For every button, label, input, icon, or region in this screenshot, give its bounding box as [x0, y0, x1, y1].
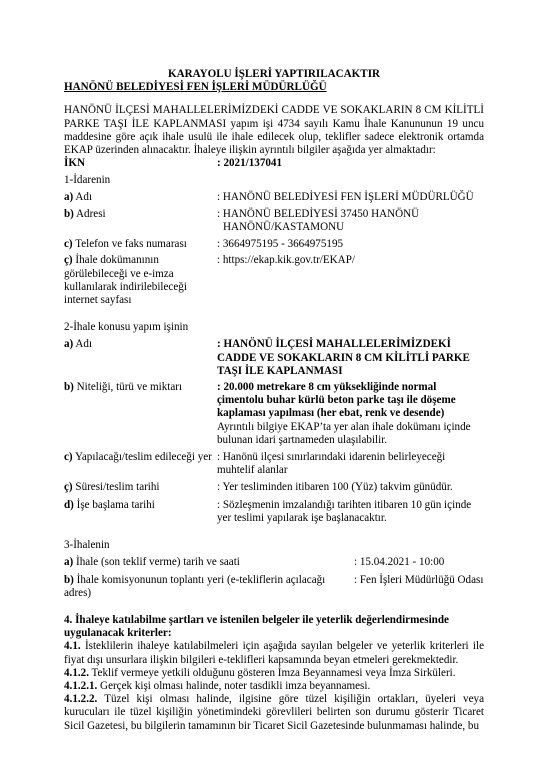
row-label: Telefon ve faks numarası [72, 238, 187, 251]
row-label: Adı [73, 190, 93, 203]
row-key: a) [64, 190, 74, 203]
para-text: İsteklilerin ihaleye katılabilmeleri için aşağıda sayılan belgeler ve yeterlik kriterleri ile fiyat dışı unsurlara ilişkin bilgileri e-teklifleri kapsamında beyan etmeleri gerekmektedir. [64, 640, 484, 666]
section1-row-a [64, 191, 484, 204]
ekap-link[interactable]: : https://ekap.kik.gov.tr/EKAP/ [217, 254, 355, 267]
row-label: Yapılacağı/teslim edileceği yer [72, 451, 212, 464]
document-page [64, 68, 484, 733]
section4-paragraph-4 [64, 693, 484, 733]
section3-row-a [64, 556, 484, 569]
row-label: Süresi/teslim tarihi [72, 481, 160, 494]
row-value: : HANÖNÜ BELEDİYESİ 37450 HANÖNÜ [217, 207, 420, 220]
row-key: b) [64, 381, 74, 394]
section2-row-a [64, 338, 484, 378]
row-label: Niteliği, türü ve miktarı [73, 381, 183, 394]
row-key: a) [64, 338, 74, 351]
ikn-row [64, 157, 484, 170]
section3-row-b [64, 574, 484, 600]
row-value: : Sözleşmenin imzalandığı tarihten itibaren 10 gün içinde yer teslimi yapılarak işe başlanacaktır. [217, 498, 472, 524]
ikn-value: : 2021/137041 [217, 157, 283, 170]
section4-paragraph-1 [64, 640, 484, 666]
row-value: : 3664975195 - 3664975195 [217, 238, 344, 251]
section4-heading: 4. İhaleye katılabilme şartları ve istenilen belgeler ile yeterlik değerlendirmesinde uygulanacak kriterler: [64, 613, 449, 640]
section1-heading: 1-İdarenin [64, 174, 111, 187]
row-value: : Yer tesliminden itibaren 100 (Yüz) takvim günüdür. [217, 481, 453, 494]
row-value: : Fen İşleri Müdürlüğü Odası [354, 573, 484, 586]
row-value: : HANÖNÜ İLÇESİ MAHALLELERİMİZDEKİ CADDE VE SOKAKLARIN 8 CM KİLİTLİ PARKE TAŞI İLE KAPLANMASI [217, 338, 470, 377]
section3-heading: 3-İhalenin [64, 539, 110, 552]
row-label: İşe başlama tarihi [73, 498, 155, 511]
row-value-bold: : 20.000 metrekare 8 cm yüksekliğinde normal çimentolu buhar kürlü beton parke taşı ile döşeme kaplaması yapılması (her ebat, renk ve desende) [217, 381, 456, 420]
row-key: c) [64, 238, 73, 251]
row-key: b) [64, 573, 74, 586]
row-value: : Hanönü ilçesi sınırlarındaki idarenin belirleyeceği muhtelif alanlar [217, 451, 446, 477]
section4-paragraph-3 [64, 680, 484, 693]
row-key: d) [64, 498, 74, 511]
row-value: : HANÖNÜ BELEDİYESİ FEN İŞLERİ MÜDÜRLÜĞÜ [217, 190, 474, 203]
row-key: b) [64, 207, 74, 220]
para-number: 4.1.2. [64, 666, 89, 679]
ikn-label: İKN [64, 157, 85, 170]
para-text: Gerçek kişi olması halinde, noter tasdikli imza beyannamesi. [97, 679, 371, 692]
section1-row-cc [64, 254, 484, 307]
intro-paragraph: HANÖNÜ İLÇESİ MAHALLELERİMİZDEKİ CADDE VE SOKAKLARIN 8 CM KİLİTLİ PARKE TAŞI İLE KAPLANMASI yapım işi 4734 sayılı Kamu İhale Kanununun 19 uncu maddesine göre açık ihale usulü ile ihale edilecek olup, teklifler sadece elektronik ortamda EKAP üzerinden alınacaktır. İhaleye ilişkin ayrıntılı bilgiler aşağıda yer almaktadır: [64, 104, 484, 157]
row-key: c) [64, 451, 73, 464]
section2-row-cc [64, 481, 484, 494]
row-label: Adı [73, 338, 93, 351]
para-number: 4.1. [64, 640, 81, 653]
row-value-note: Ayrıntılı bilgiye EKAP’ta yer alan ihale dokümanı içinde bulunan idari şartnameden ulaşılabilir. [217, 420, 471, 446]
document-title: KARAYOLU İŞLERİ YAPTIRILACAKTIR [167, 68, 381, 80]
row-key: ç) [64, 254, 73, 267]
row-value: : 15.04.2021 - 10:00 [354, 556, 445, 569]
row-key: a) [64, 556, 74, 569]
para-number: 4.1.2.2. [64, 693, 98, 706]
section2-row-d [64, 499, 484, 525]
section2-row-b [64, 381, 484, 447]
para-text: Teklif vermeye yetkili olduğunu gösteren İmza Beyannamesi veya İmza Sirküleri. [88, 666, 456, 679]
row-label: İhale dokümanının görülebileceği ve e-imza kullanılarak indirilebileceği internet sayfası [64, 254, 187, 307]
row-label: İhale (son teklif verme) tarih ve saati [73, 556, 240, 569]
section1-row-b [64, 208, 484, 234]
para-text: Tüzel kişi olması halinde, ilgisine göre tüzel kişiliğin ortakları, üyeleri veya kurucuları ile tüzel kişiliğin yönetimindeki görevlileri belirten son durumu gösterir Ticaret Sicil Gazetesi, bu bilgilerin tamamının bir Ticaret Sicil Gazetesinde bulunmaması halinde, bu [64, 693, 484, 732]
row-label: İhale komisyonunun toplantı yeri (e-tekliflerin açılacağı adres) [64, 573, 326, 599]
section2-row-c [64, 451, 484, 477]
section1-row-c [64, 238, 484, 251]
row-key: ç) [64, 481, 73, 494]
document-subtitle: HANÖNÜ BELEDİYESİ FEN İŞLERİ MÜDÜRLÜĞÜ [64, 81, 327, 94]
row-label: Adresi [73, 207, 106, 220]
section4-paragraph-2 [64, 667, 484, 680]
para-number: 4.1.2.1. [64, 679, 98, 692]
row-value-line2: HANÖNÜ/KASTAMONU [223, 221, 345, 234]
section2-heading: 2-İhale konusu yapım işinin [64, 321, 189, 334]
